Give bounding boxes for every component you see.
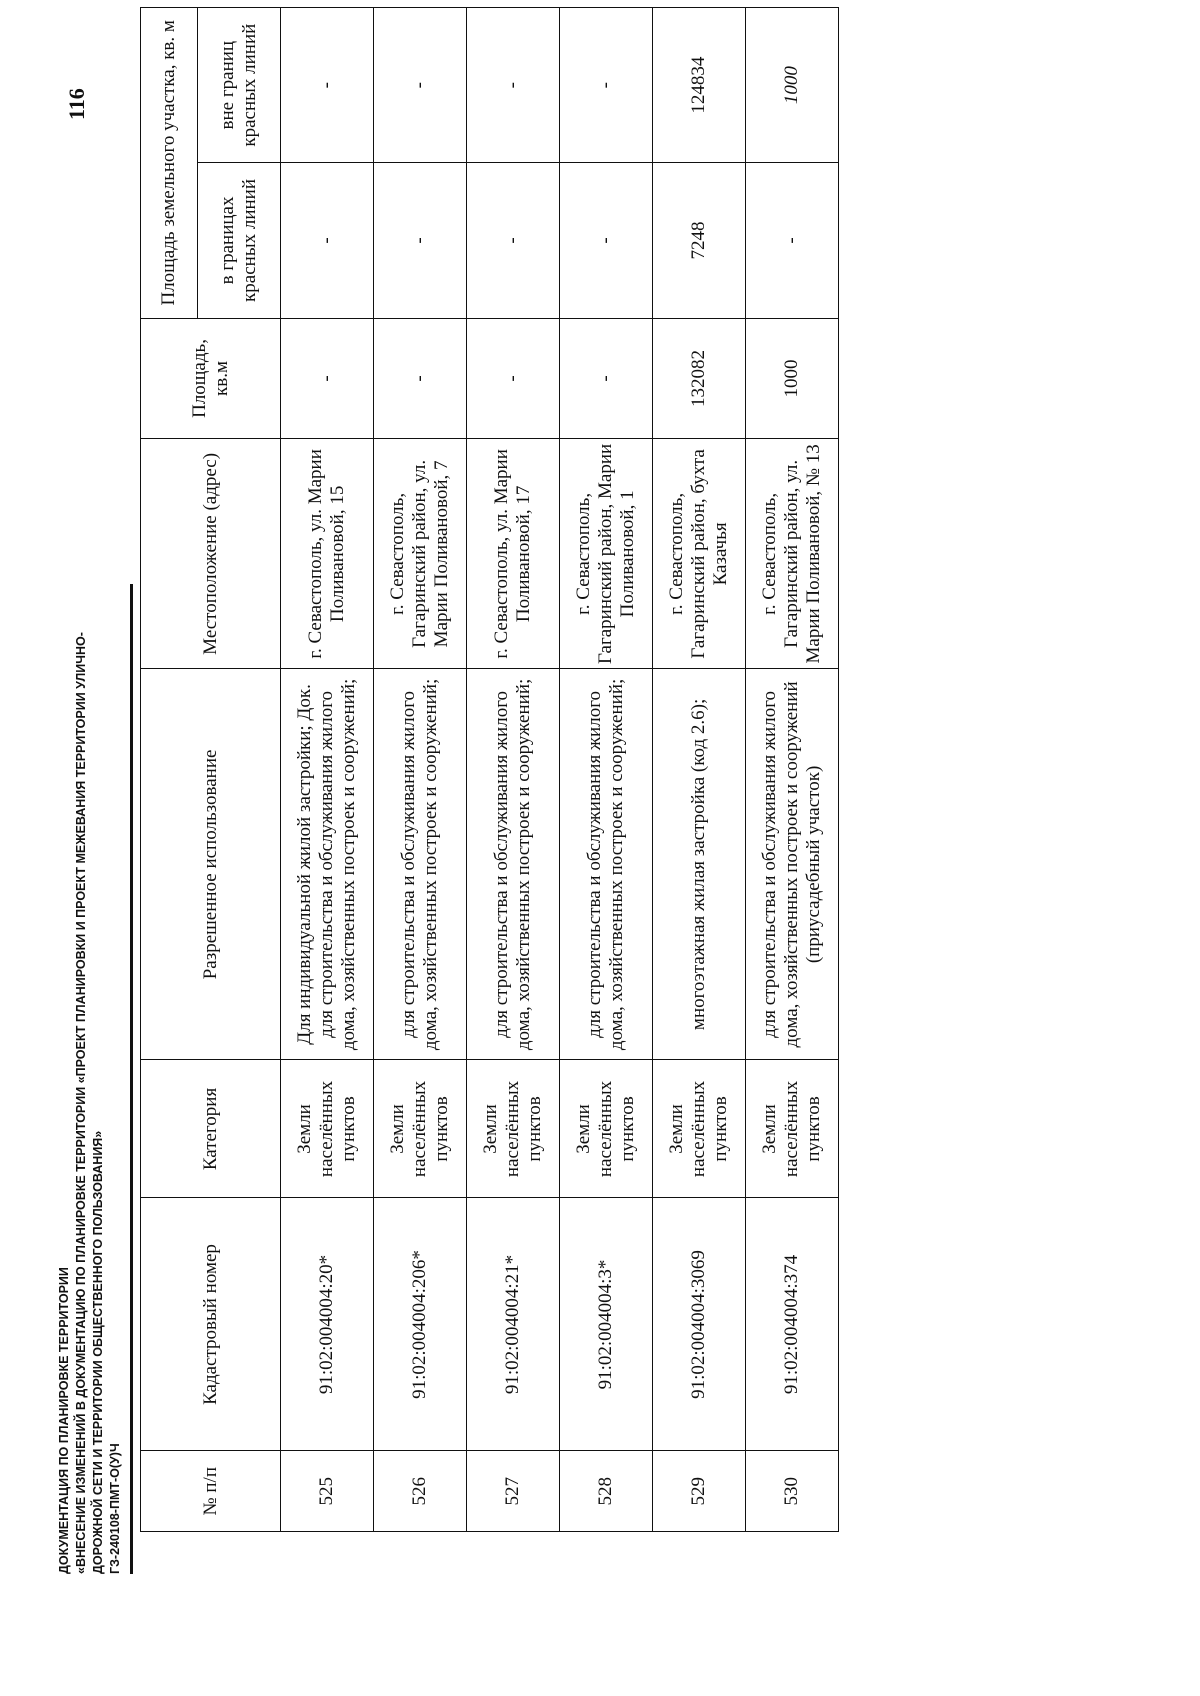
cell-category: Земли населённых пунктов [374, 1060, 467, 1198]
cell-num: 529 [653, 1451, 746, 1532]
cell-inside: - [560, 163, 653, 318]
cell-cadastral: 91:02:004004:20* [281, 1198, 374, 1451]
cell-num: 527 [467, 1451, 560, 1532]
cell-area: 132082 [653, 318, 746, 439]
cell-inside: - [281, 163, 374, 318]
cell-inside: - [746, 163, 839, 318]
cell-num: 530 [746, 1451, 839, 1532]
cell-category: Земли населённых пунктов [281, 1060, 374, 1198]
header-location: Местоположение (адрес) [141, 439, 281, 669]
header-inside-red-lines: в границах красных линий [198, 163, 281, 318]
cell-location: г. Севастополь, ул. Марии Поливановой, 17 [467, 439, 560, 669]
table-row [281, 8, 374, 1532]
header-line-3: ДОРОЖНОЙ СЕТИ И ТЕРРИТОРИИ ОБЩЕСТВЕННОГО ПОЛЬЗОВАНИЯ» [91, 1130, 105, 1574]
cell-outside: - [374, 8, 467, 163]
cell-usage: многоэтажная жилая застройка (код 2.6); [653, 669, 746, 1060]
table-row [467, 8, 560, 1532]
header-plot-area: Площадь земельного участка, кв. м [141, 8, 198, 319]
header-line-2: «ВНЕСЕНИЕ ИЗМЕНЕНИЙ В ДОКУМЕНТАЦИЮ ПО ПЛАНИРОВКЕ ТЕРРИТОРИИ «ПРОЕКТ ПЛАНИРОВКИ И ПРОЕКТ МЕЖЕВАНИЯ ТЕРРИТОРИИ УЛИЧНО- [74, 632, 88, 1574]
cell-area: 1000 [746, 318, 839, 439]
cell-category: Земли населённых пунктов [467, 1060, 560, 1198]
cell-category: Земли населённых пунктов [653, 1060, 746, 1198]
cell-location: г. Севастополь, Гагаринский район, Марии Поливановой, 1 [560, 439, 653, 669]
cell-cadastral: 91:02:004004:3069 [653, 1198, 746, 1451]
cell-usage: для строительства и обслуживания жилого дома, хозяйственных построек и сооружений; [560, 669, 653, 1060]
header-usage: Разрешенное использование [141, 669, 281, 1060]
cell-cadastral: 91:02:004004:206* [374, 1198, 467, 1451]
page-number: 116 [64, 88, 89, 120]
header-num: № п/п [141, 1451, 281, 1532]
cell-usage: для строительства и обслуживания жилого дома, хозяйственных построек и сооружений (приусадебный участок) [746, 669, 839, 1060]
cell-inside: - [374, 163, 467, 318]
table-row [374, 8, 467, 1532]
table-row [653, 8, 746, 1532]
cell-inside: 7248 [653, 163, 746, 318]
cell-cadastral: 91:02:004004:374 [746, 1198, 839, 1451]
land-plots-table [140, 7, 839, 1532]
cell-num: 525 [281, 1451, 374, 1532]
header-line-4: ГЗ-240108-ПМТ-О(У)Ч [108, 1443, 122, 1574]
cell-area: - [560, 318, 653, 439]
cell-location: г. Севастополь, Гагаринский район, ул. Марии Поливановой, № 13 [746, 439, 839, 669]
cell-location: г. Севастополь, ул. Марии Поливановой, 15 [281, 439, 374, 669]
cell-location: г. Севастополь, Гагаринский район, ул. Марии Поливановой, 7 [374, 439, 467, 669]
cell-area: - [467, 318, 560, 439]
cell-outside: - [281, 8, 374, 163]
cell-usage: для строительства и обслуживания жилого дома, хозяйственных построек и сооружений; [374, 669, 467, 1060]
header-cadastral: Кадастровый номер [141, 1198, 281, 1451]
cell-outside: 124834 [653, 8, 746, 163]
cell-num: 528 [560, 1451, 653, 1532]
cell-location: г. Севастополь, Гагаринский район, бухта Казачья [653, 439, 746, 669]
cell-usage: Для индивидуальной жилой застройки; Док. для строительства и обслуживания жилого дома, хозяйственных построек и сооружений; [281, 669, 374, 1060]
cell-inside: - [467, 163, 560, 318]
cell-num: 526 [374, 1451, 467, 1532]
cell-category: Земли населённых пунктов [746, 1060, 839, 1198]
cell-cadastral: 91:02:004004:3* [560, 1198, 653, 1451]
cell-outside: - [560, 8, 653, 163]
cell-area: - [281, 318, 374, 439]
cell-cadastral: 91:02:004004:21* [467, 1198, 560, 1451]
cell-category: Земли населённых пунктов [560, 1060, 653, 1198]
header-area: Площадь, кв.м [141, 318, 281, 439]
document-header [56, 474, 124, 1574]
header-outside-red-lines: вне границ красных линий [198, 8, 281, 163]
table-row [560, 8, 653, 1532]
cell-outside: - [467, 8, 560, 163]
cell-outside: 1000 [746, 8, 839, 163]
table-row [746, 8, 839, 1532]
header-divider [130, 584, 133, 1574]
cell-usage: для строительства и обслуживания жилого дома, хозяйственных построек и сооружений; [467, 669, 560, 1060]
header-category: Категория [141, 1060, 281, 1198]
cell-area: - [374, 318, 467, 439]
header-line-1: ДОКУМЕНТАЦИЯ ПО ПЛАНИРОВКЕ ТЕРРИТОРИИ [57, 1267, 71, 1574]
